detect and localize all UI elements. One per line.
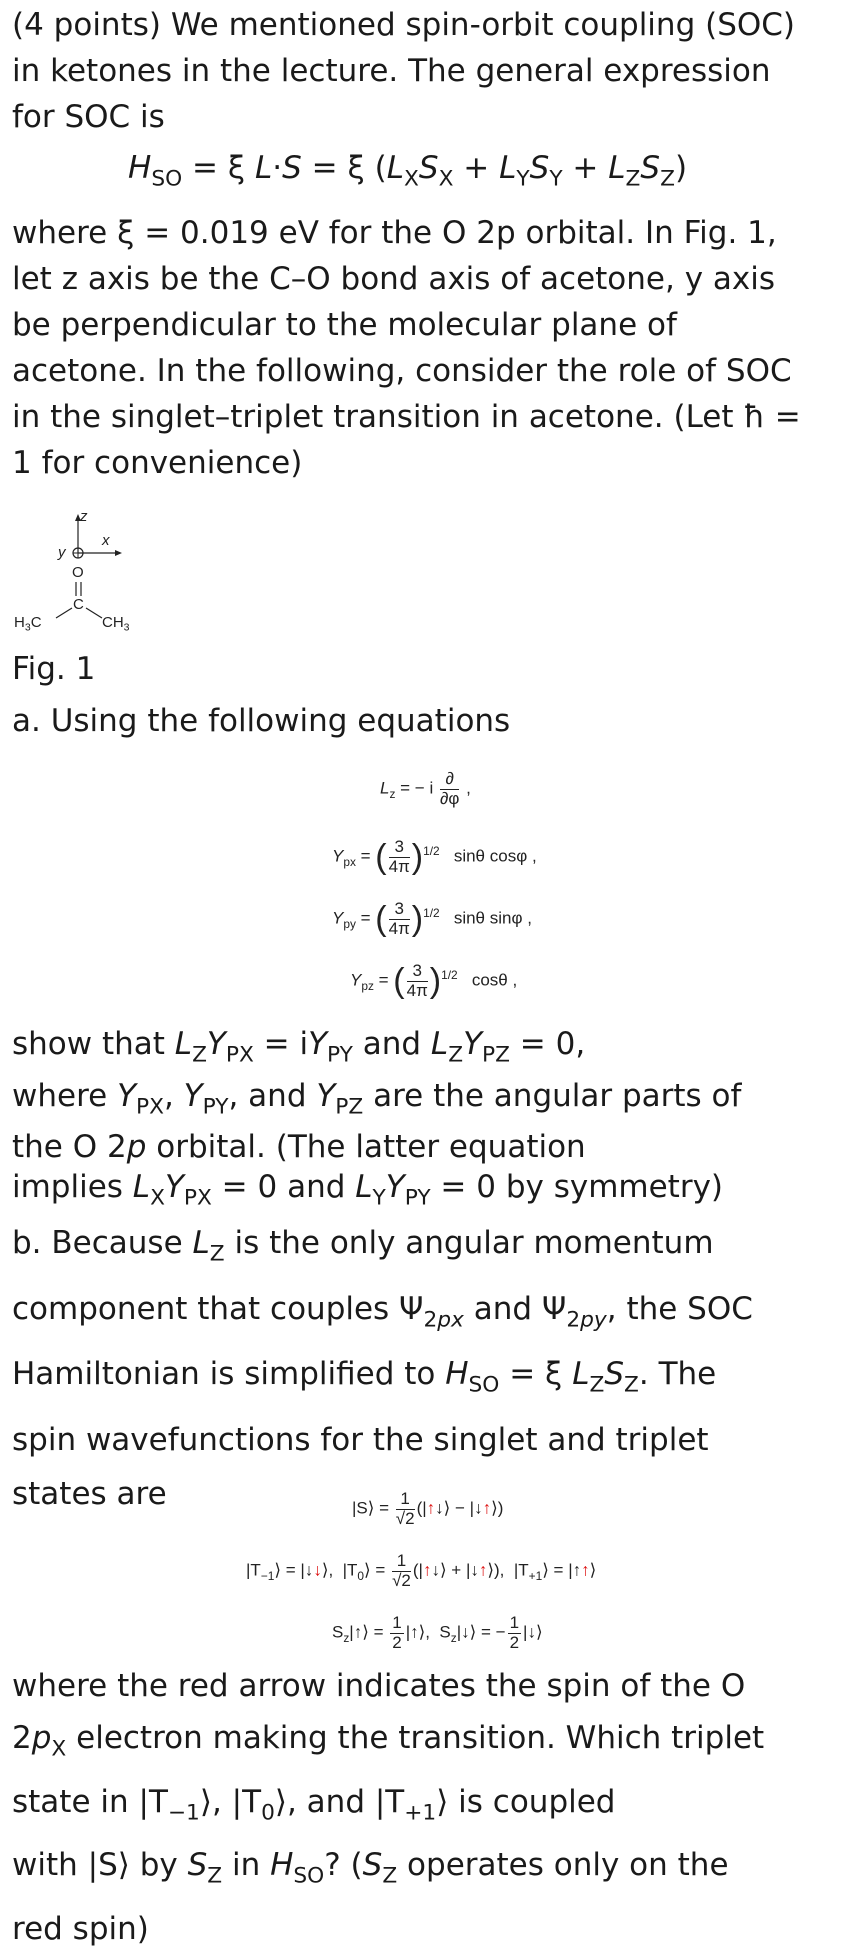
acetone-figure [10,508,150,638]
where-line-1: where ξ = 0.019 eV for the O 2p orbital. In Fig. 1, [12,215,777,251]
intro-paragraph [12,2,848,140]
where-line-6: 1 for convenience) [12,445,303,481]
triplet-equation: $|T_{-1}⟩$ = |↓↓⟩, $|T_0⟩$ = $\frac{1}{√2}$ (|↑↓⟩ + |↓↑⟩), $|T_{+1}⟩$ = |↑↑⟩ [246,1551,597,1590]
question-line-5: red spin) [12,1910,149,1947]
part-a-heading: a. Using the following equations [12,703,511,739]
ypx-equation: $Y_{px}$ = ( $\frac{3}{4\pi}$ )$^{1/2}$ sinθ cosφ , [332,837,537,877]
oxygen-atom-label: O [72,564,84,581]
where-line-4: acetone. In the following, consider the role of SOC [12,353,792,389]
figure-caption: Fig. 1 [12,651,96,687]
part-b-line-5: states are [12,1475,167,1512]
ypy-equation: $Y_{py}$ = ( $\frac{3}{4\pi}$ )$^{1/2}$ sinθ sinφ , [332,899,532,939]
y-axis-label: y [58,544,66,561]
show-line-3: the O 2p orbital. (The latter equation [12,1129,586,1166]
part-a-show-paragraph [12,1024,848,1219]
show-line-2: where $Y_{PX}$, $Y_{PY}$, and $Y_{PZ}$ are the angular parts of [12,1077,742,1120]
part-b-line-3: Hamiltonian is simplified to $H_{SO} = \xi$ $L_ZS_Z$. The [12,1356,717,1398]
ypz-equation: $Y_{pz}$ = ( $\frac{3}{4\pi}$ )$^{1/2}$ cosθ , [350,961,518,1001]
where-paragraph [12,210,848,486]
show-line-4: implies $L_XY_{PX} = 0$ and $L_YY_{PY} = 0$ by symmetry) [12,1169,724,1211]
lz-operator-equation: $L_z$ = − i $\frac{\partial}{\partial\varphi}$ , [380,769,471,808]
part-b-question-paragraph [12,1660,848,1955]
part-b-line-1: b. Because $L_Z$ is the only angular momentum [12,1225,714,1267]
x-axis-label: x [102,532,110,549]
question-line-4: with |S⟩ by $S_Z$ in $H_{SO}$? ($S_Z$ operates only on the [12,1847,729,1889]
show-line-1: show that $L_ZY_{PX} = iY_{PY}$ and $L_ZY_{PZ} = 0$, [12,1026,586,1068]
z-axis-label: z [80,508,88,525]
sz-operator-equation: $S_z|↑⟩$ = $\frac{1}{2}$ |↑⟩, $S_z|↓⟩$ = − $\frac{1}{2}$ |↓⟩ [332,1613,543,1652]
part-b-line-4: spin wavefunctions for the singlet and triplet [12,1421,709,1458]
carbon-atom-label: C [73,596,84,613]
methyl-right-label: $CH_3$ [102,614,130,634]
question-line-3: state in $|T_{-1}⟩$, $|T_0⟩$, and $|T_{+1}⟩$ is coupled [12,1783,616,1826]
hso-equation: $H_{SO} = \xi$ L·S = ξ $(L_XS_X + L_YS_Y + L_ZS_Z)$ [128,150,688,192]
intro-line-2: in ketones in the lecture. The general expression [12,53,771,89]
part-b-line-2: component that couples $\Psi_{2px}$ and $\Psi_{2py}$, the SOC [12,1290,753,1333]
where-line-2: let z axis be the C–O bond axis of acetone, y axis [12,261,775,297]
singlet-equation: |S⟩ = $\frac{1}{√2}$ (|↑↓⟩ − |↓↑⟩) [352,1489,504,1528]
where-line-3: be perpendicular to the molecular plane of [12,307,677,343]
intro-line-1: (4 points) We mentioned spin-orbit coupling (SOC) [12,7,796,43]
question-line-2: $2p_X$ electron making the transition. Which triplet [12,1720,765,1762]
part-b-paragraph [12,1216,848,1521]
where-line-5: in the singlet–triplet transition in acetone. (Let ħ = [12,399,801,435]
intro-line-3: for SOC is [12,99,165,135]
question-line-1: where the red arrow indicates the spin of the O [12,1668,746,1704]
methyl-left-label: $H_3C$ [14,614,42,634]
